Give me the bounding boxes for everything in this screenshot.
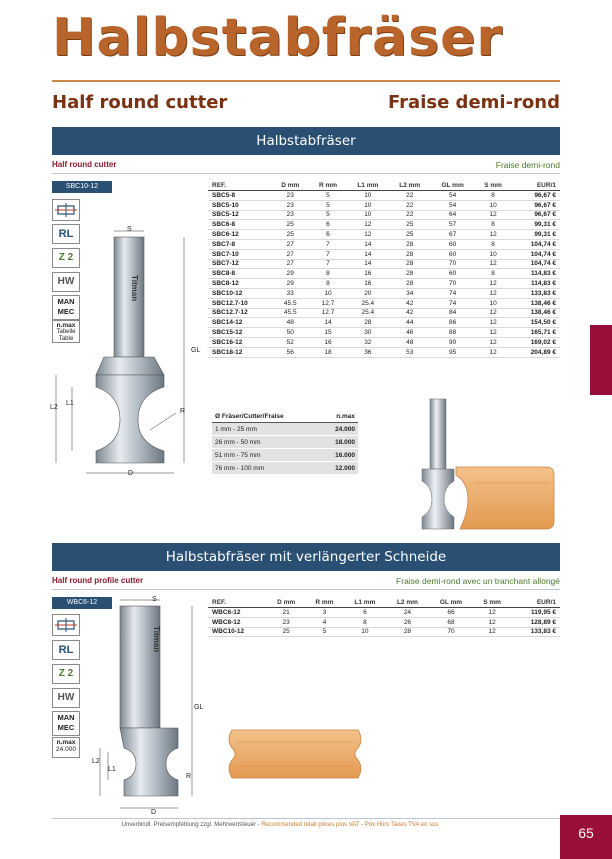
col-d: D mm — [267, 597, 305, 608]
cell-r: 7 — [309, 239, 347, 249]
cell-l1: 8 — [344, 617, 387, 627]
section2-band: Halbstabfräser mit verlängerter Schneide — [52, 543, 560, 571]
nmax-table-de: Tabelle — [56, 329, 76, 335]
cell-gl: 90 — [431, 337, 475, 347]
cell-ref: SBC5-10 — [208, 200, 271, 210]
teeth-icon: Z 2 — [52, 664, 80, 684]
section1-dim-s: S — [127, 226, 132, 233]
cell-r: 14 — [309, 318, 347, 328]
cell-l2: 46 — [389, 328, 431, 338]
cell-d: 27 — [271, 249, 309, 259]
table-row — [208, 318, 560, 328]
cell-ref: SBC5-12 — [208, 210, 271, 220]
cell-gl: 60 — [431, 249, 475, 259]
section2-product-table — [208, 597, 560, 637]
table-row — [208, 269, 560, 279]
material-icon: HW — [52, 272, 80, 292]
cell-gl: 68 — [429, 617, 474, 627]
cell-l1: 20 — [347, 288, 389, 298]
cell-r: 10 — [309, 288, 347, 298]
cell-r: 12.7 — [309, 308, 347, 318]
cell-r: 4 — [305, 617, 343, 627]
section1-subheader — [52, 158, 560, 172]
footer-sep: - — [255, 822, 262, 828]
rpm-value: 12.000 — [320, 462, 358, 475]
col-gl: GL mm — [431, 180, 475, 191]
cell-l1: 14 — [347, 249, 389, 259]
cell-s: 12 — [475, 328, 512, 338]
cell-l1: 16 — [347, 279, 389, 289]
cell-d: 29 — [271, 269, 309, 279]
cell-r: 8 — [309, 269, 347, 279]
page-number: 65 — [560, 815, 612, 859]
cell-s: 10 — [475, 249, 512, 259]
col-l1: L1 mm — [347, 180, 389, 191]
cell-d: 27 — [271, 259, 309, 269]
cell-l1: 12 — [347, 230, 389, 240]
cell-d: 23 — [271, 210, 309, 220]
cell-price: 96,67 € — [512, 210, 560, 220]
cell-l2: 28 — [386, 627, 429, 637]
cell-s: 12 — [473, 608, 511, 618]
rpm-range: 1 mm - 25 mm — [212, 423, 320, 436]
table-row — [212, 436, 358, 449]
cell-gl: 95 — [431, 347, 475, 357]
cell-l1: 25.4 — [347, 298, 389, 308]
rotation-icon: RL — [52, 224, 80, 244]
rpm-range: 26 mm - 50 mm — [212, 436, 320, 449]
cell-ref: SBC7-12 — [208, 259, 271, 269]
cell-price: 104,74 € — [512, 249, 560, 259]
section2-subheader — [52, 574, 560, 588]
cell-l2: 44 — [389, 318, 431, 328]
page-title: Halbstabfräser — [52, 8, 503, 68]
cell-ref: SBC10-12 — [208, 288, 271, 298]
table-row — [208, 279, 560, 289]
cell-d: 23 — [271, 191, 309, 201]
cell-gl: 84 — [431, 308, 475, 318]
cell-gl: 88 — [431, 328, 475, 338]
cell-l1: 16 — [347, 269, 389, 279]
cell-l1: 14 — [347, 239, 389, 249]
cell-s: 12 — [475, 279, 512, 289]
cell-price: 114,83 € — [512, 279, 560, 289]
cell-ref: SBC7-8 — [208, 239, 271, 249]
cell-d: 27 — [271, 239, 309, 249]
cell-s: 8 — [475, 220, 512, 230]
footer-de: Unverbindl. Preisempfehlung zzgl. Mehrwertsteuer — [121, 822, 256, 828]
section2-dim-l2: L2 — [92, 758, 100, 765]
table-row — [208, 288, 560, 298]
section1-dim-d: D — [128, 470, 134, 477]
cell-gl: 54 — [431, 200, 475, 210]
section1-dim-r: R — [180, 408, 186, 415]
cell-l1: 12 — [347, 220, 389, 230]
cell-l1: 10 — [344, 627, 387, 637]
cell-s: 12 — [475, 210, 512, 220]
feed-mec-label: MEC — [57, 723, 75, 732]
cell-l2: 53 — [389, 347, 431, 357]
cell-gl: 70 — [431, 259, 475, 269]
cell-gl: 66 — [429, 608, 474, 618]
col-gl: GL mm — [429, 597, 474, 608]
cell-r: 5 — [309, 210, 347, 220]
table-header-row — [208, 597, 560, 608]
cell-price: 104,74 € — [512, 239, 560, 249]
machine-icon — [52, 199, 80, 221]
table-row — [208, 249, 560, 259]
cell-l2: 22 — [389, 200, 431, 210]
cell-r: 5 — [305, 627, 343, 637]
rpm-header-row — [212, 411, 358, 423]
cell-ref: SBC5-8 — [208, 191, 271, 201]
cell-l2: 22 — [389, 191, 431, 201]
rpm-range: 76 mm - 100 mm — [212, 462, 320, 475]
cell-price: 128,89 € — [511, 617, 560, 627]
cell-ref: SBC14-12 — [208, 318, 271, 328]
section1-dim-l2: L2 — [50, 404, 58, 411]
footer-fr: Prix Hors Taxes TVA en sus — [364, 822, 439, 828]
cell-price: 138,46 € — [512, 298, 560, 308]
nmax-table-en: Table — [58, 336, 74, 342]
table-row — [208, 627, 560, 637]
table-row — [208, 608, 560, 618]
cell-l2: 42 — [389, 308, 431, 318]
section1-code-tag: SBC10-12 — [52, 181, 112, 193]
cell-r: 7 — [309, 249, 347, 259]
cell-ref: SBC12.7-12 — [208, 308, 271, 318]
nmax-label: n.max — [56, 739, 76, 746]
table-row — [212, 449, 358, 462]
cell-l1: 14 — [347, 259, 389, 269]
nmax-label: n.max — [56, 322, 76, 329]
cell-s: 12 — [475, 308, 512, 318]
cell-price: 114,83 € — [512, 269, 560, 279]
cell-d: 25 — [271, 220, 309, 230]
table-row — [208, 259, 560, 269]
cell-r: 18 — [309, 347, 347, 357]
cell-r: 6 — [309, 230, 347, 240]
cell-s: 8 — [475, 191, 512, 201]
feed-man-label: MAN — [57, 713, 75, 722]
chapter-tab — [590, 325, 612, 395]
cell-r: 3 — [305, 608, 343, 618]
table-row — [212, 423, 358, 436]
cell-l2: 28 — [389, 259, 431, 269]
cell-l2: 28 — [389, 249, 431, 259]
cell-price: 133,83 € — [512, 288, 560, 298]
cell-ref: SBC16-12 — [208, 337, 271, 347]
rpm-value: 16.000 — [320, 449, 358, 462]
cell-s: 8 — [475, 269, 512, 279]
section1-dim-gl: GL — [191, 347, 201, 354]
col-ref: REF. — [208, 597, 267, 608]
col-s: S mm — [475, 180, 512, 191]
cell-l1: 25.4 — [347, 308, 389, 318]
col-r: R mm — [305, 597, 343, 608]
table-row — [208, 191, 560, 201]
cell-gl: 70 — [431, 279, 475, 289]
col-l2: L2 mm — [389, 180, 431, 191]
footer-divider — [52, 818, 560, 819]
section2-sub-en: Half round profile cutter — [52, 576, 144, 585]
cell-l1: 36 — [347, 347, 389, 357]
section2-code-tag: WBC6-12 — [52, 597, 112, 609]
rpm-value: 18.000 — [320, 436, 358, 449]
cell-s: 10 — [475, 298, 512, 308]
rpm-col-diameter: Ø Fräser/Cutter/Fraise — [212, 411, 320, 423]
cell-ref: WBC10-12 — [208, 627, 267, 637]
cell-gl: 54 — [431, 191, 475, 201]
cell-price: 99,31 € — [512, 220, 560, 230]
cell-d: 45.5 — [271, 308, 309, 318]
rotation-icon: RL — [52, 640, 80, 660]
cell-r: 5 — [309, 191, 347, 201]
section1-cutter-drawing — [46, 225, 206, 485]
cell-d: 25 — [271, 230, 309, 240]
table-row — [208, 347, 560, 357]
cell-price: 154,50 € — [512, 318, 560, 328]
cell-price: 138,46 € — [512, 308, 560, 318]
rpm-table — [212, 411, 358, 475]
cell-s: 8 — [475, 239, 512, 249]
cell-r: 16 — [309, 337, 347, 347]
cell-r: 15 — [309, 328, 347, 338]
title-divider — [52, 80, 560, 82]
col-l2: L2 mm — [386, 597, 429, 608]
cell-l1: 30 — [347, 328, 389, 338]
cell-l1: 6 — [344, 608, 387, 618]
cell-r: 8 — [309, 279, 347, 289]
cell-gl: 64 — [431, 210, 475, 220]
cell-price: 96,67 € — [512, 200, 560, 210]
page-subtitle-en: Half round cutter — [52, 92, 228, 113]
cell-d: 56 — [271, 347, 309, 357]
cell-ref: WBC8-12 — [208, 617, 267, 627]
nmax-value: 24.000 — [56, 746, 76, 753]
cell-l2: 34 — [389, 288, 431, 298]
cell-l2: 22 — [389, 210, 431, 220]
cell-l1: 10 — [347, 210, 389, 220]
rpm-value: 24.000 — [320, 423, 358, 436]
table-header-row — [208, 180, 560, 191]
col-d: D mm — [271, 180, 309, 191]
cell-r: 7 — [309, 259, 347, 269]
teeth-icon: Z 2 — [52, 248, 80, 268]
cell-ref: SBC6-8 — [208, 220, 271, 230]
cell-l2: 42 — [389, 298, 431, 308]
cell-d: 21 — [267, 608, 305, 618]
cell-d: 33 — [271, 288, 309, 298]
table-row — [208, 239, 560, 249]
col-r: R mm — [309, 180, 347, 191]
cell-s: 12 — [473, 627, 511, 637]
cell-l1: 10 — [347, 200, 389, 210]
table-row — [208, 328, 560, 338]
cell-l1: 28 — [347, 318, 389, 328]
cell-ref: SBC15-12 — [208, 328, 271, 338]
cell-d: 45.5 — [271, 298, 309, 308]
section1-product-photo — [396, 395, 558, 535]
section1-sub-fr: Fraise demi-rond — [495, 160, 560, 170]
rpm-range: 51 mm - 75 mm — [212, 449, 320, 462]
cell-l1: 10 — [347, 191, 389, 201]
cell-ref: SBC6-12 — [208, 230, 271, 240]
cell-d: 48 — [271, 318, 309, 328]
cell-price: 133,83 € — [511, 627, 560, 637]
cell-s: 12 — [475, 259, 512, 269]
section2-dim-gl: GL — [194, 704, 204, 711]
table-row — [208, 230, 560, 240]
machine-icon — [52, 614, 80, 636]
cell-d: 50 — [271, 328, 309, 338]
section1-band: Halbstabfräser — [52, 127, 560, 155]
cell-s: 12 — [473, 617, 511, 627]
cell-r: 6 — [309, 220, 347, 230]
cell-price: 204,89 € — [512, 347, 560, 357]
cell-l2: 25 — [389, 230, 431, 240]
cell-gl: 60 — [431, 239, 475, 249]
cell-s: 12 — [475, 318, 512, 328]
cell-r: 5 — [309, 200, 347, 210]
col-s: S mm — [473, 597, 511, 608]
section1-dim-l1: L1 — [66, 400, 74, 407]
cell-price: 99,31 € — [512, 230, 560, 240]
cell-s: 12 — [475, 230, 512, 240]
cell-l2: 28 — [389, 279, 431, 289]
section1-sub-en: Half round cutter — [52, 160, 117, 169]
footer-en: Recommended retail prices plus VAT — [261, 822, 360, 828]
section2-sub-fr: Fraise demi-rond avec un tranchant allongé — [396, 576, 560, 586]
cell-gl: 70 — [429, 627, 474, 637]
footer-note — [0, 822, 560, 828]
cell-l2: 28 — [389, 239, 431, 249]
feed-icon — [52, 711, 80, 736]
cell-ref: SBC18-12 — [208, 347, 271, 357]
rpm-col-nmax: n.max — [320, 411, 358, 423]
cell-l2: 26 — [386, 617, 429, 627]
section1-brand-mark: Titman — [130, 275, 139, 302]
cell-price: 96,67 € — [512, 191, 560, 201]
cell-price: 165,71 € — [512, 328, 560, 338]
cell-d: 52 — [271, 337, 309, 347]
cell-r: 12.7 — [309, 298, 347, 308]
cell-l2: 24 — [386, 608, 429, 618]
section2-dim-s: S — [152, 596, 157, 603]
section2-dim-l1: L1 — [108, 766, 116, 773]
page-subtitle-fr: Fraise demi-rond — [388, 92, 560, 113]
feed-man-label: MAN — [57, 297, 75, 306]
cell-d: 25 — [267, 627, 305, 637]
col-price: EUR/1 — [511, 597, 560, 608]
feed-mec-label: MEC — [57, 307, 75, 316]
cell-d: 29 — [271, 279, 309, 289]
cell-price: 104,74 € — [512, 259, 560, 269]
cell-gl: 57 — [431, 220, 475, 230]
cell-gl: 60 — [431, 269, 475, 279]
cell-s: 10 — [475, 200, 512, 210]
cell-price: 119,95 € — [511, 608, 560, 618]
cell-price: 169,02 € — [512, 337, 560, 347]
nmax-icon — [52, 737, 80, 758]
footer-sep: - — [359, 822, 365, 828]
cell-ref: SBC8-8 — [208, 269, 271, 279]
col-l1: L1 mm — [344, 597, 387, 608]
cell-l2: 25 — [389, 220, 431, 230]
cell-s: 12 — [475, 337, 512, 347]
section1-product-table — [208, 180, 560, 358]
cell-gl: 74 — [431, 298, 475, 308]
cell-l2: 28 — [389, 269, 431, 279]
section2-wood-profile-photo — [226, 722, 366, 786]
material-icon: HW — [52, 688, 80, 708]
table-row — [208, 200, 560, 210]
section2-brand-mark: Titman — [152, 626, 161, 653]
cell-gl: 86 — [431, 318, 475, 328]
cell-d: 23 — [267, 617, 305, 627]
table-row — [208, 298, 560, 308]
cell-ref: SBC7-10 — [208, 249, 271, 259]
table-row — [208, 308, 560, 318]
cell-l1: 32 — [347, 337, 389, 347]
cell-d: 23 — [271, 200, 309, 210]
table-row — [212, 462, 358, 475]
col-ref: REF. — [208, 180, 271, 191]
table-row — [208, 337, 560, 347]
cell-ref: SBC8-12 — [208, 279, 271, 289]
cell-gl: 74 — [431, 288, 475, 298]
section2-dim-r: R — [186, 773, 192, 780]
cell-ref: SBC12.7-10 — [208, 298, 271, 308]
cell-l2: 48 — [389, 337, 431, 347]
table-row — [208, 617, 560, 627]
cell-s: 12 — [475, 347, 512, 357]
cell-s: 12 — [475, 288, 512, 298]
section2-dim-d: D — [151, 809, 157, 816]
table-row — [208, 210, 560, 220]
cell-ref: WBC6-12 — [208, 608, 267, 618]
col-price: EUR/1 — [512, 180, 560, 191]
cell-gl: 67 — [431, 230, 475, 240]
table-row — [208, 220, 560, 230]
